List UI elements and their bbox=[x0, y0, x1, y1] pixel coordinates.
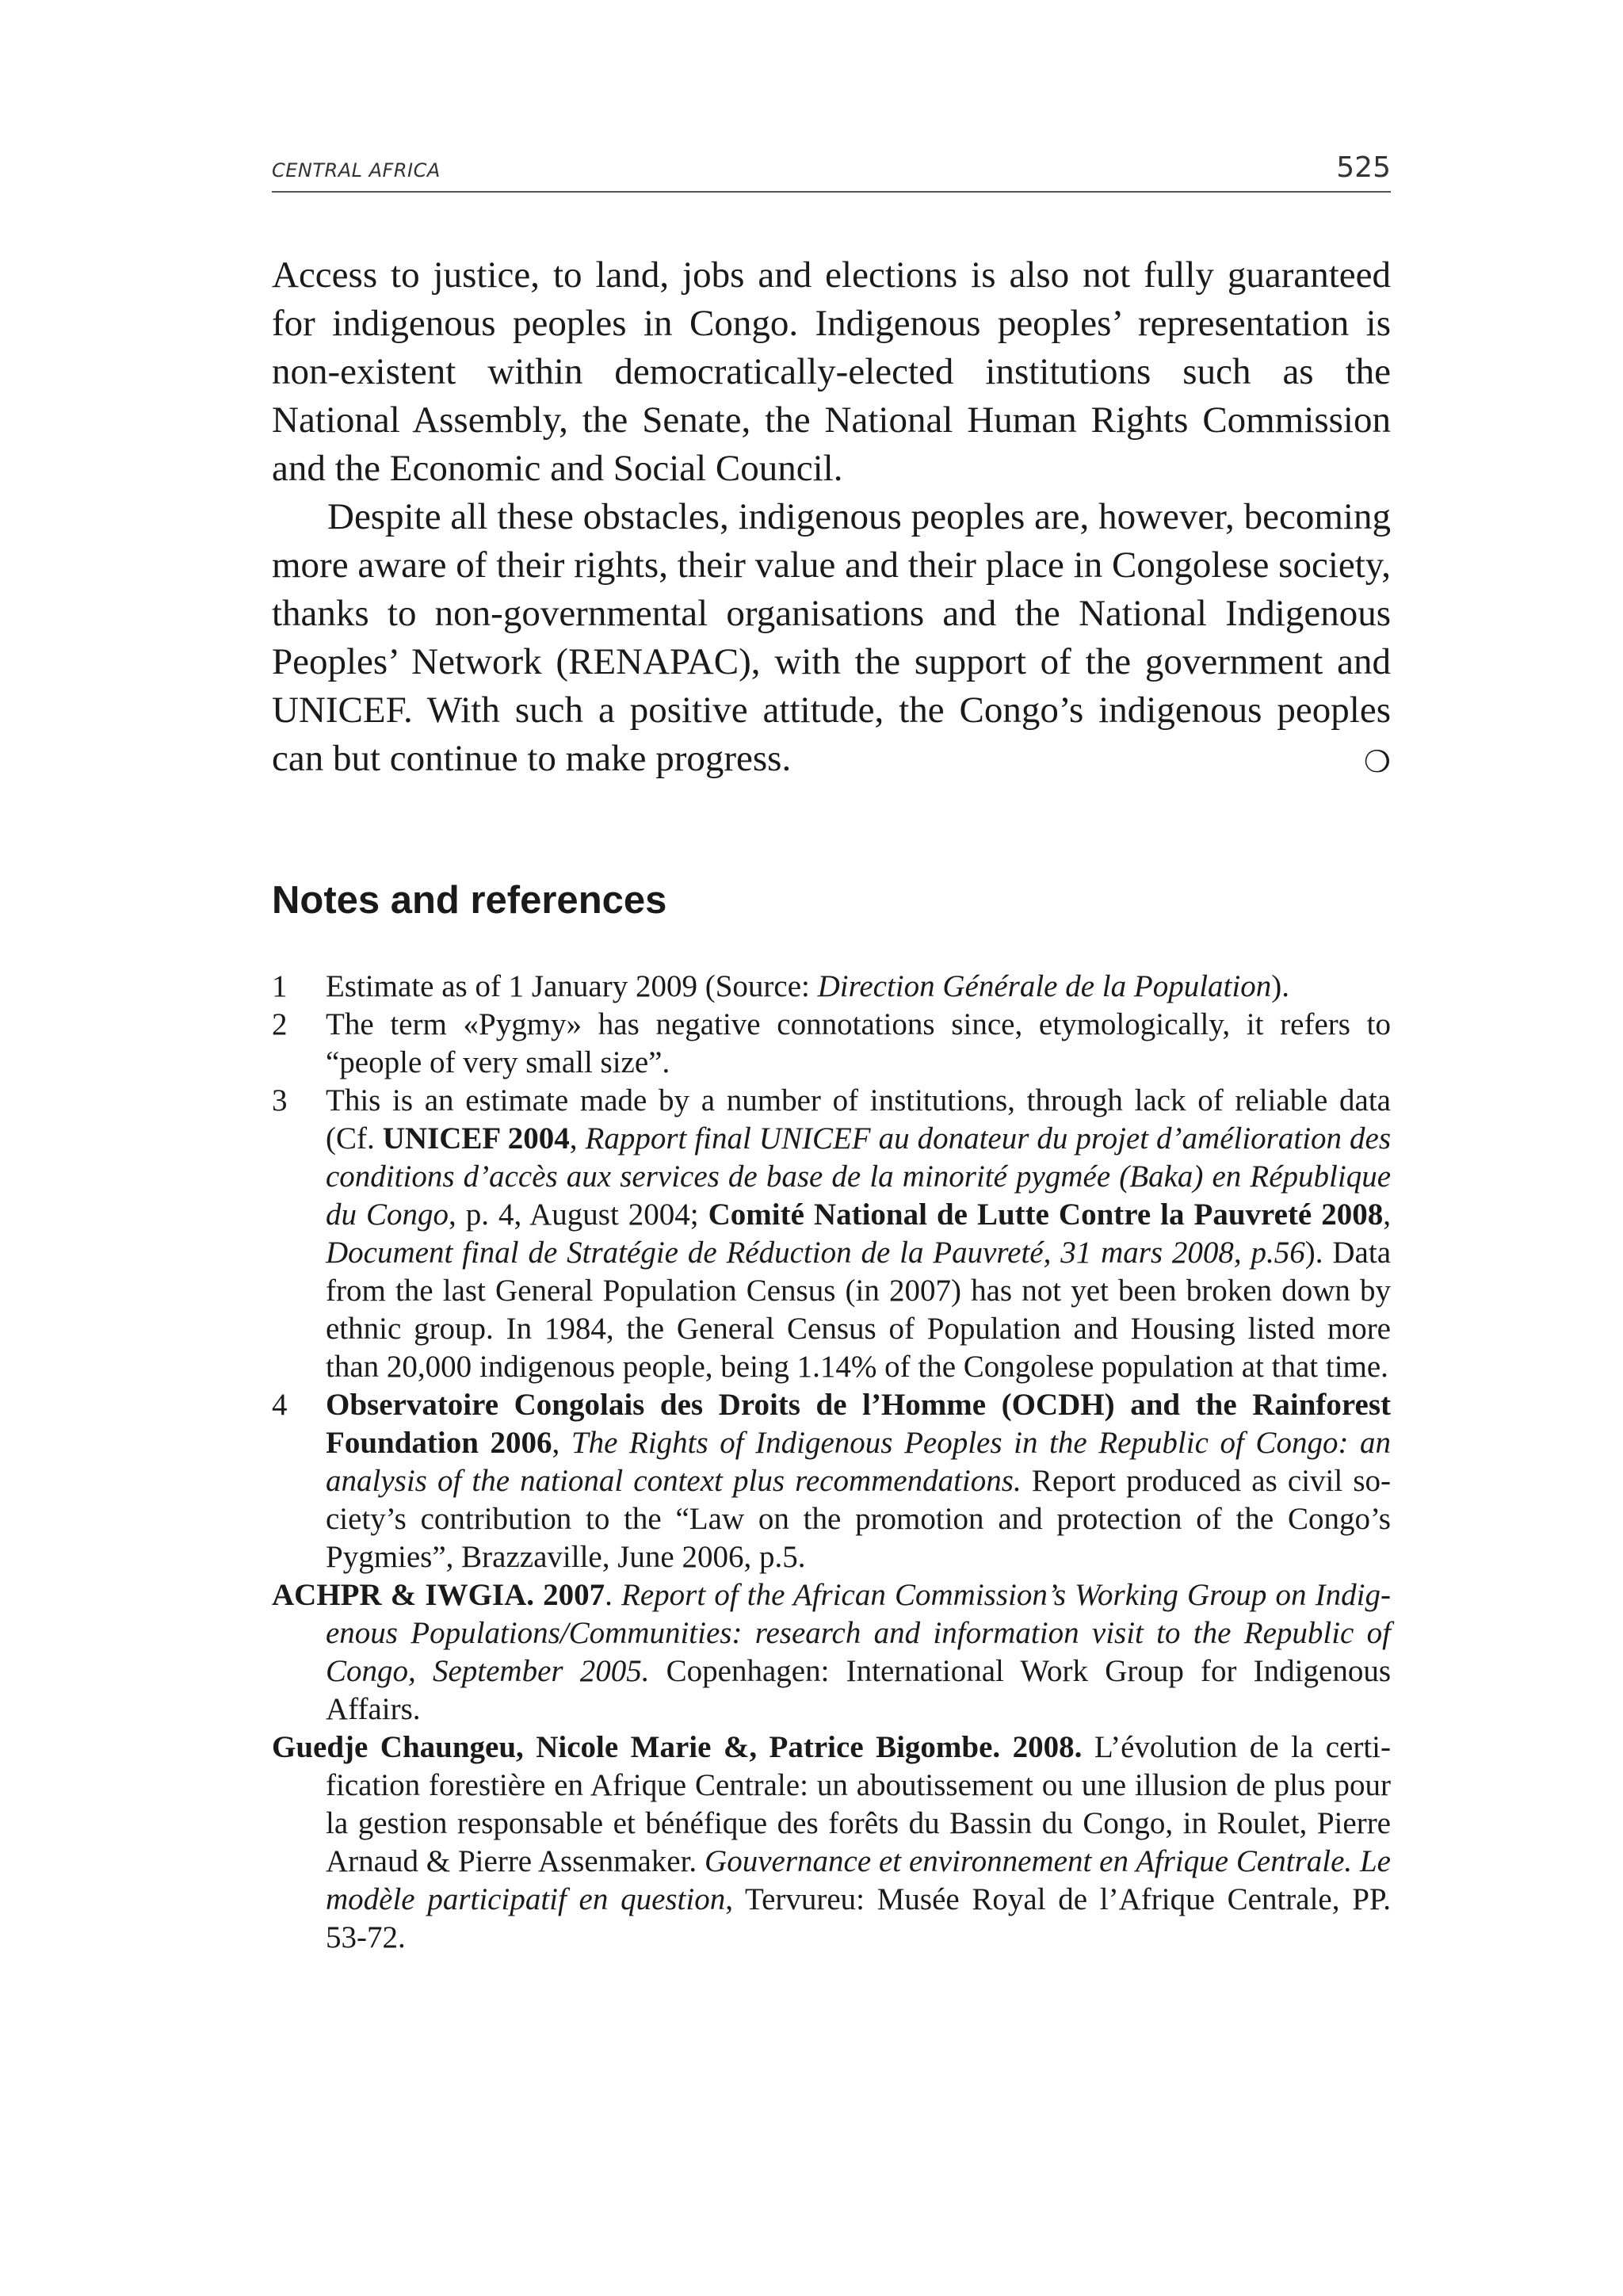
note-3 bbox=[272, 1082, 1391, 1386]
reference-title: Gouvernance et environnement en Afrique Centrale. Le modèle participatif en question bbox=[326, 1844, 1391, 1916]
note-text: ). Data from the last General Population Census (in 2007) has not yet been broken down by ethnic group. In 1984, the General Census of Population and Housing listed more than 20,000 indigenous people, being 1.14% of the Congolese population at that time. bbox=[326, 1236, 1392, 1384]
note-text: Report produced as civil society’s contribution to the “Law on the promotion and protection of the Congo’s Pygmies”, Brazzaville, June 2006, p.5. bbox=[326, 1464, 1391, 1574]
note-number: 4 bbox=[272, 1388, 288, 1422]
note-author: UNICEF 2004 bbox=[382, 1121, 570, 1156]
paragraph-2 bbox=[272, 493, 1391, 783]
note-number: 3 bbox=[272, 1083, 288, 1117]
body-text bbox=[272, 251, 1391, 783]
reference-text: , Tervureu: Musée Royal de l’Afrique Centrale, PP. 53-72. bbox=[326, 1882, 1391, 1954]
notes-heading: Notes and references bbox=[272, 879, 667, 922]
note-2 bbox=[272, 1006, 1391, 1082]
note-4 bbox=[272, 1386, 1391, 1576]
reference-achpr bbox=[272, 1576, 1391, 1729]
reference-author: Guedje Chaungeu, Nicole Marie &, Patrice Bigombe. 2008. bbox=[272, 1730, 1083, 1764]
note-text: This is an estimate made by a number of institutions, through lack of reliable data (Cf. bbox=[326, 1083, 1391, 1156]
reference-guedje bbox=[272, 1729, 1391, 1957]
end-of-article-mark-icon: ❍ bbox=[1363, 744, 1391, 779]
paragraph-1: Access to justice, to land, jobs and elections is also not fully guaranteed for indigenous peoples in Congo. Indigenous peoples’ representation is non-existent within democratically-elected institutions such as the National Assembly, the Senate, the National Human Rights Commission and the Economic and Social Council. bbox=[272, 254, 1391, 489]
note-text: The term «Pygmy» has negative connotations since, etymologically, it refers to “people of very small size”. bbox=[326, 1007, 1391, 1079]
note-1 bbox=[272, 968, 1391, 1006]
note-number: 2 bbox=[272, 1007, 288, 1041]
reference-text: Copenhagen: International Work Group for Indigenous Affairs. bbox=[326, 1654, 1391, 1726]
note-author: Comité National de Lutte Contre la Pauvreté 2008 bbox=[708, 1198, 1384, 1232]
notes-list bbox=[272, 968, 1391, 1957]
note-text: , bbox=[569, 1121, 586, 1156]
note-text: Estimate as of 1 January 2009 (Source: bbox=[326, 969, 818, 1003]
page bbox=[272, 147, 1391, 1957]
note-title: Direction Générale de la Population bbox=[817, 969, 1272, 1003]
note-title: Document final de Stratégie de Réduction de la Pauvreté, 31 mars 2008, p.56 bbox=[326, 1236, 1305, 1270]
reference-text: . bbox=[605, 1578, 622, 1612]
note-title: Rapport final UNICEF au donateur du projet d’amélioration des conditions d’accès aux services de base de la minorité pygmée (Baka) en République du Congo bbox=[326, 1121, 1391, 1232]
note-text: , bbox=[552, 1426, 571, 1460]
note-text: , p. 4, August 2004; bbox=[449, 1198, 708, 1232]
note-number: 1 bbox=[272, 969, 288, 1003]
running-head-section: CENTRAL AFRICA bbox=[272, 159, 441, 181]
running-head bbox=[272, 147, 1391, 193]
reference-title: Report of the African Commission’s Working Group on Indigenous Populations/Communities: research and information visit to the Republic of Congo, September 2005. bbox=[326, 1578, 1391, 1688]
page-number: 525 bbox=[1336, 151, 1391, 184]
reference-text: L’évolution de la certification forestière en Afrique Centrale: un aboutissement ou une illusion de plus pour la gestion responsable et bénéfique des forêts du Bassin du Congo, in Roulet, Pierre Arnaud & Pierre Assenmaker. bbox=[326, 1730, 1392, 1878]
note-author: Observatoire Congolais des Droits de l’Homme (OCDH) and the Rainforest Foundation 2006 bbox=[326, 1388, 1391, 1460]
paragraph-2-text: Despite all these obstacles, indigenous peoples are, however, becoming more aware of their rights, their value and their place in Congolese society, thanks to non-governmental organisations and the National Indigenous Peoples’ Network (RENAPAC), with the support of the government and UNICEF. With such a positive attitude, the Congo’s indigenous peoples can but continue to make progress. bbox=[272, 496, 1391, 779]
reference-author: ACHPR & IWGIA. 2007 bbox=[272, 1578, 605, 1612]
note-text: ). bbox=[1271, 969, 1289, 1003]
note-text: , bbox=[1383, 1198, 1391, 1232]
note-title: The Rights of Indigenous Peoples in the Republic of Congo: an analysis of the national context plus recommendations. bbox=[326, 1426, 1392, 1498]
